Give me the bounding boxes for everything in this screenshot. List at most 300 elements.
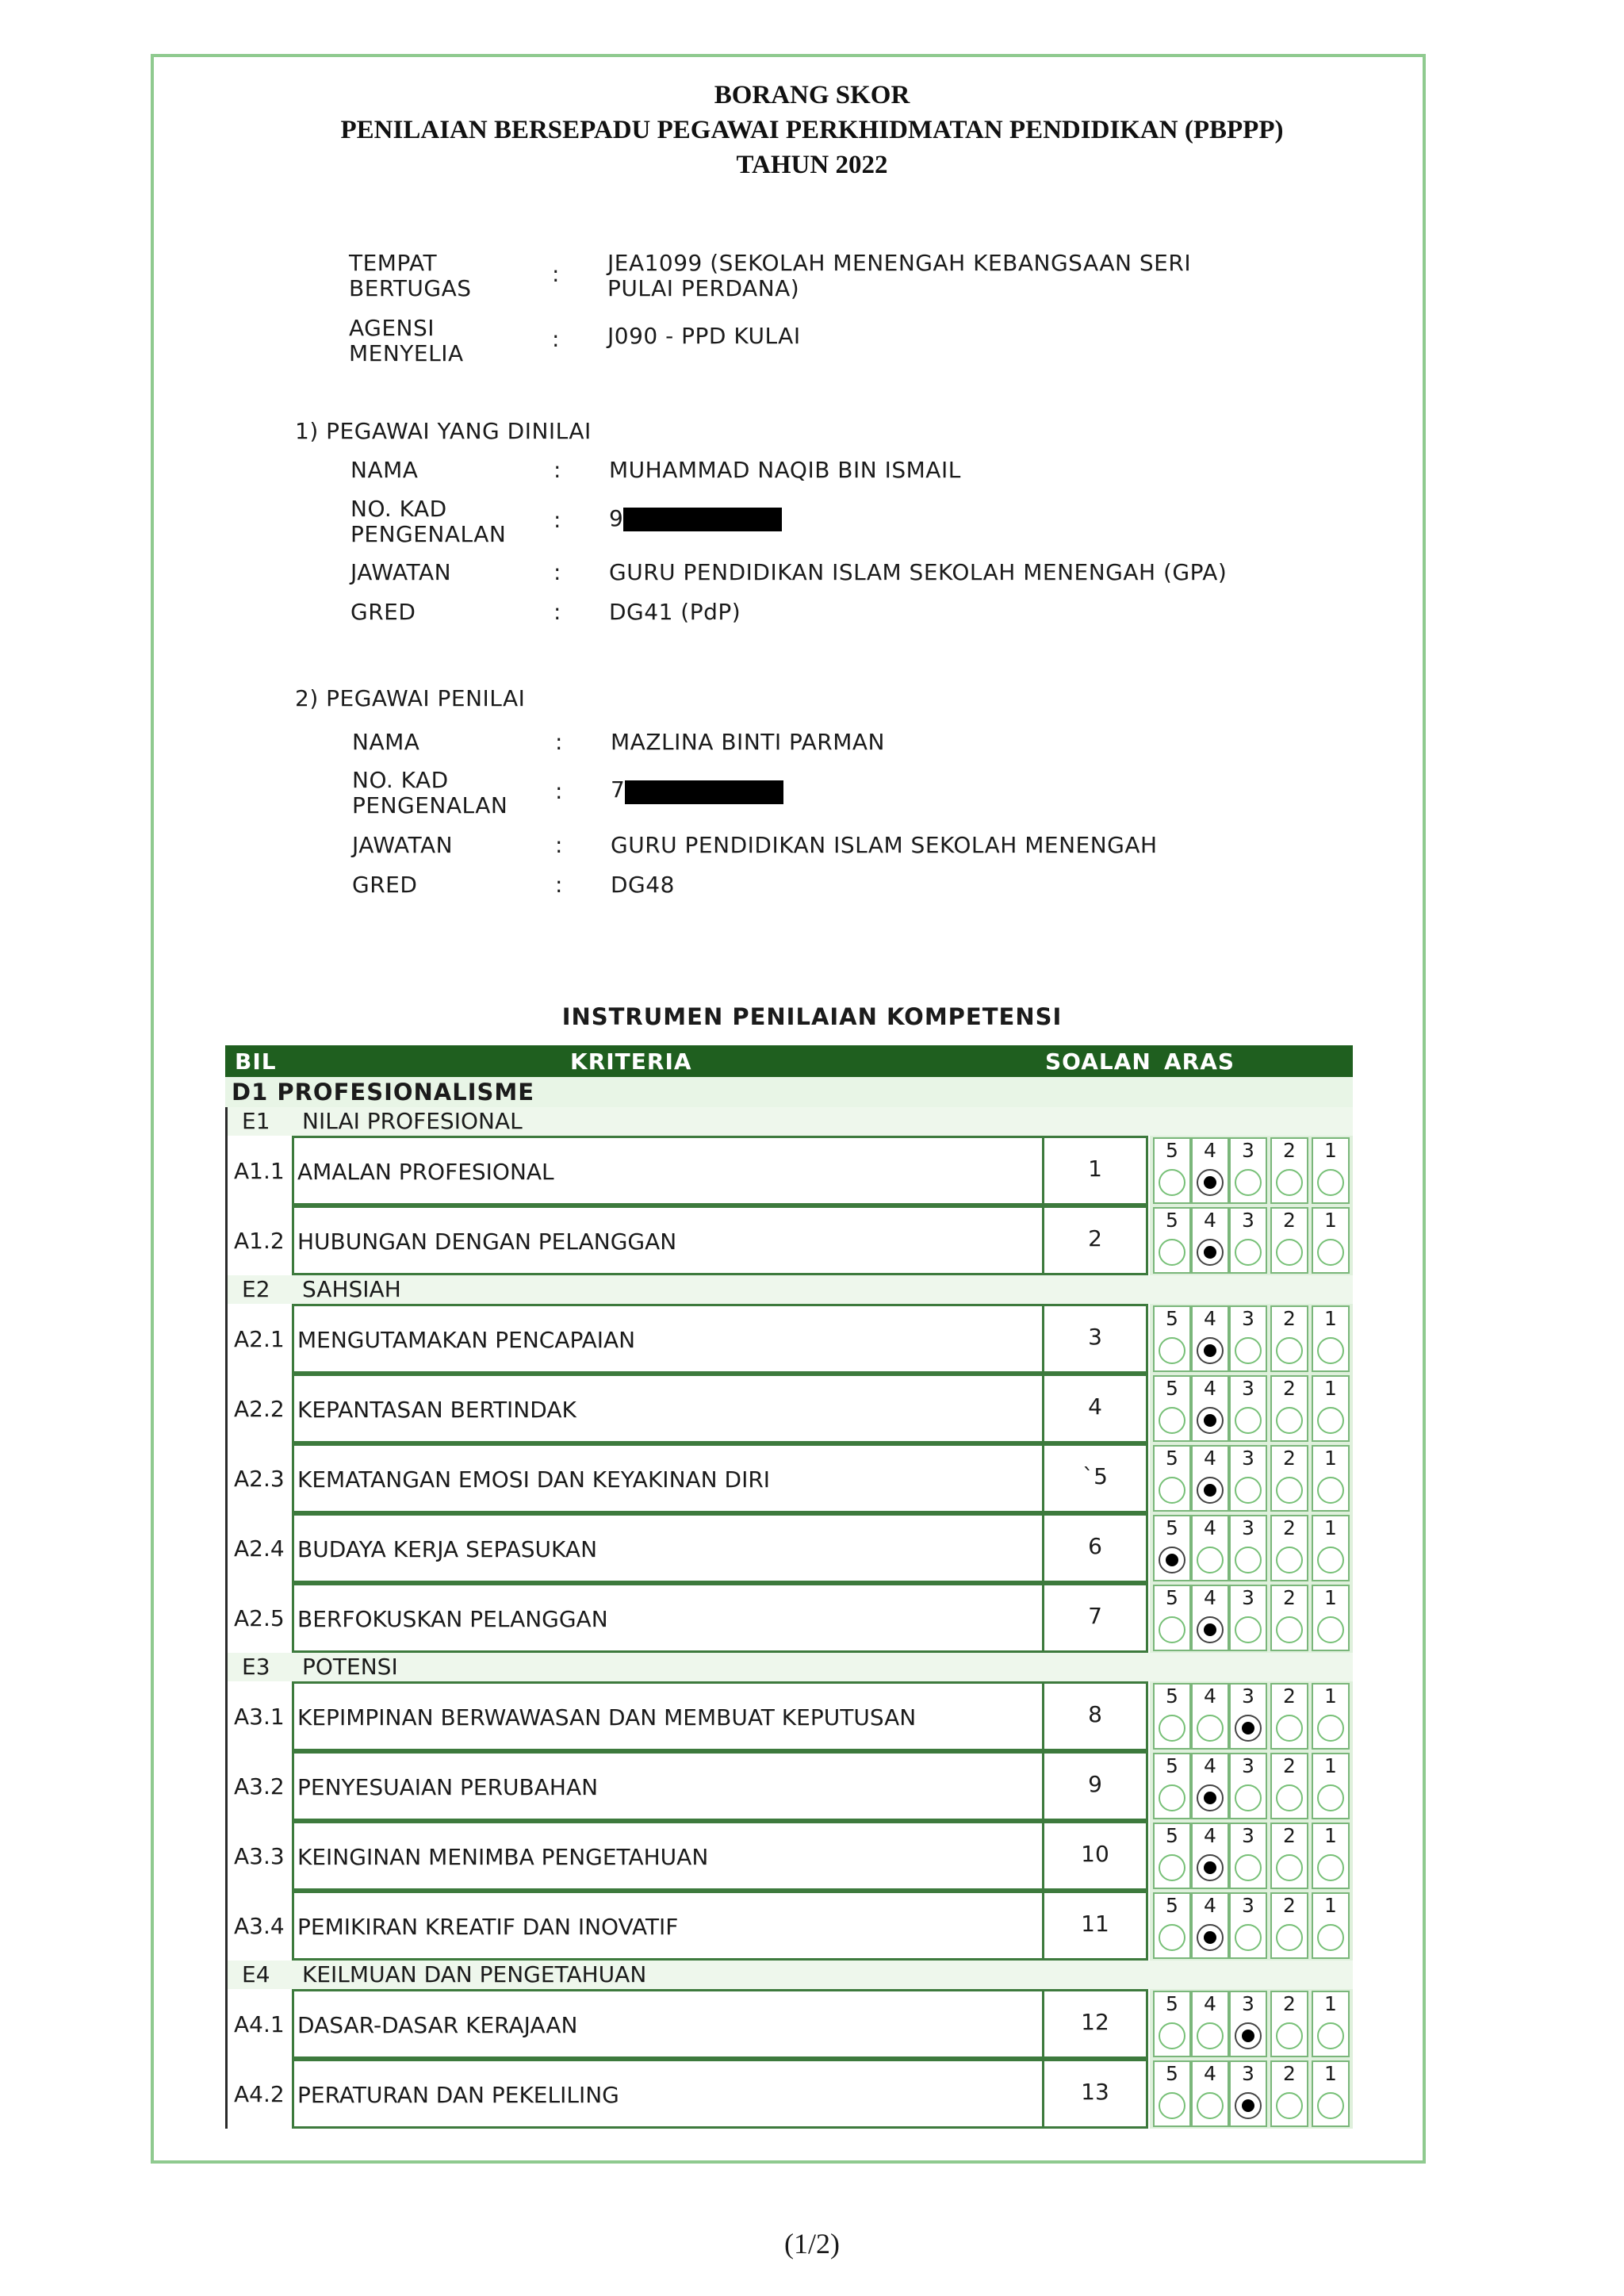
rating-option[interactable] [1229, 1137, 1267, 1204]
rating-option[interactable] [1312, 1683, 1350, 1750]
bil-text: A3.1 [234, 1704, 285, 1730]
soalan-text: 7 [1088, 1603, 1102, 1629]
rating-option[interactable] [1191, 2060, 1229, 2127]
cell-soalan [1042, 2059, 1148, 2129]
criteria-row [225, 1443, 1353, 1513]
rating-option[interactable] [1270, 1753, 1308, 1819]
soalan-text: 11 [1081, 1911, 1109, 1937]
bil-text: A1.1 [234, 1158, 285, 1184]
soalan-text: 1 [1088, 1156, 1102, 1182]
cell-aras [1150, 1443, 1353, 1513]
radio-empty-icon[interactable] [1317, 2022, 1344, 2049]
cell-kriteria [292, 1681, 1042, 1751]
group-row [225, 1107, 1353, 1136]
rating-option[interactable] [1312, 1207, 1350, 1274]
rating-number: 2 [1283, 1894, 1296, 1917]
cell-aras [1150, 1681, 1353, 1751]
cell-bil [225, 1136, 292, 1205]
rating-number: 2 [1283, 1992, 1296, 2015]
cell-soalan [1042, 1751, 1148, 1821]
rating-option[interactable] [1153, 1585, 1191, 1651]
rating-option[interactable] [1153, 2060, 1191, 2127]
rating-number: 5 [1166, 1139, 1178, 1162]
radio-empty-icon[interactable] [1159, 2092, 1185, 2119]
rating-number: 4 [1204, 1139, 1216, 1162]
radio-empty-icon[interactable] [1235, 1169, 1262, 1196]
group-name: KEILMUAN DAN PENGETAHUAN [302, 1961, 647, 1987]
kriteria-text: DASAR-DASAR KERAJAAN [297, 2012, 578, 2038]
cell-bil [225, 1751, 292, 1821]
rating-option[interactable] [1270, 1892, 1308, 1959]
cell-bil [225, 2059, 292, 2129]
rating-option[interactable] [1191, 1991, 1229, 2057]
colon: : [555, 729, 563, 755]
rating-number: 1 [1324, 1754, 1337, 1777]
radio-selected-icon[interactable] [1197, 1239, 1224, 1266]
radio-empty-icon[interactable] [1276, 2022, 1303, 2049]
radio-empty-icon[interactable] [1317, 1477, 1344, 1504]
rating-option[interactable] [1229, 1515, 1267, 1581]
domain-row [225, 1077, 1353, 1107]
kriteria-text: PERATURAN DAN PEKELILING [297, 2082, 619, 2108]
kriteria-text: PENYESUAIAN PERUBAHAN [297, 1774, 599, 1800]
radio-empty-icon[interactable] [1317, 1924, 1344, 1951]
soalan-text: 13 [1081, 2079, 1109, 2105]
radio-empty-icon[interactable] [1276, 1924, 1303, 1951]
radio-empty-icon[interactable] [1159, 1616, 1185, 1643]
radio-empty-icon[interactable] [1317, 1337, 1344, 1364]
bil-text: A3.3 [234, 1843, 285, 1869]
rating-option[interactable] [1191, 1753, 1229, 1819]
kriteria-text: AMALAN PROFESIONAL [297, 1159, 554, 1185]
table-header [225, 1045, 1353, 1077]
radio-empty-icon[interactable] [1197, 2092, 1224, 2119]
gred-label: GRED [350, 599, 416, 625]
cell-aras [1150, 1136, 1353, 1205]
bil-text: A3.4 [234, 1913, 285, 1939]
rating-option[interactable] [1270, 1375, 1308, 1442]
radio-selected-icon[interactable] [1197, 1337, 1224, 1364]
kriteria-text: KEINGINAN MENIMBA PENGETAHUAN [297, 1844, 709, 1870]
rating-option[interactable] [1153, 1305, 1191, 1372]
radio-empty-icon[interactable] [1197, 1715, 1224, 1742]
cell-soalan [1042, 1513, 1148, 1583]
rating-option[interactable] [1191, 1375, 1229, 1442]
radio-empty-icon[interactable] [1235, 1784, 1262, 1811]
rating-option[interactable] [1229, 1375, 1267, 1442]
nama-label: NAMA [350, 457, 419, 483]
section-pegawai-dinilai: 1) PEGAWAI YANG DINILAI [295, 418, 592, 444]
kriteria-text: MENGUTAMAKAN PENCAPAIAN [297, 1327, 636, 1353]
section-pegawai-penilai: 2) PEGAWAI PENILAI [295, 685, 526, 711]
radio-empty-icon[interactable] [1159, 1924, 1185, 1951]
criteria-row [225, 1891, 1353, 1961]
kad-value: 7 [611, 776, 626, 803]
cell-soalan [1042, 1136, 1148, 1205]
rating-number: 3 [1242, 1447, 1254, 1470]
gred-label: GRED [352, 872, 418, 898]
radio-empty-icon[interactable] [1317, 1854, 1344, 1881]
radio-selected-icon[interactable] [1197, 1477, 1224, 1504]
cell-aras [1150, 1583, 1353, 1653]
rating-option[interactable] [1270, 2060, 1308, 2127]
radio-empty-icon[interactable] [1159, 1854, 1185, 1881]
rating-option[interactable] [1312, 1753, 1350, 1819]
rating-number: 3 [1242, 1209, 1254, 1232]
rating-number: 3 [1242, 1586, 1254, 1609]
radio-empty-icon[interactable] [1276, 1407, 1303, 1434]
rating-number: 5 [1166, 1754, 1178, 1777]
cell-soalan [1042, 1205, 1148, 1275]
bil-text: A2.2 [234, 1396, 285, 1422]
rating-number: 3 [1242, 1307, 1254, 1330]
colon: : [555, 778, 563, 804]
radio-empty-icon[interactable] [1159, 2022, 1185, 2049]
cell-aras [1150, 2059, 1353, 2129]
cell-bil [225, 1304, 292, 1374]
rating-option[interactable] [1229, 2060, 1267, 2127]
criteria-row [225, 1513, 1353, 1583]
rating-option[interactable] [1270, 1137, 1308, 1204]
radio-empty-icon[interactable] [1317, 1715, 1344, 1742]
agensi-label: AGENSI MENYELIA [349, 315, 464, 366]
rating-number: 1 [1324, 1377, 1337, 1400]
radio-empty-icon[interactable] [1235, 1239, 1262, 1266]
rating-number: 2 [1283, 1307, 1296, 1330]
rating-option[interactable] [1191, 1445, 1229, 1512]
radio-empty-icon[interactable] [1235, 1337, 1262, 1364]
criteria-row [225, 1583, 1353, 1653]
rating-number: 2 [1283, 1377, 1296, 1400]
rating-option[interactable] [1153, 1753, 1191, 1819]
cell-kriteria [292, 1374, 1042, 1443]
rating-option[interactable] [1270, 1515, 1308, 1581]
rating-number: 2 [1283, 1447, 1296, 1470]
radio-empty-icon[interactable] [1276, 1715, 1303, 1742]
rating-option[interactable] [1312, 1305, 1350, 1372]
radio-empty-icon[interactable] [1235, 1924, 1262, 1951]
cell-soalan [1042, 1681, 1148, 1751]
bil-text: A2.5 [234, 1605, 285, 1631]
rating-option[interactable] [1191, 1305, 1229, 1372]
cell-bil [225, 1583, 292, 1653]
criteria-row [225, 1374, 1353, 1443]
rating-option[interactable] [1229, 1207, 1267, 1274]
radio-empty-icon[interactable] [1317, 1784, 1344, 1811]
rating-number: 1 [1324, 1685, 1337, 1708]
rating-option[interactable] [1191, 1892, 1229, 1959]
rating-option[interactable] [1153, 1515, 1191, 1581]
group-name: POTENSI [302, 1654, 398, 1680]
rating-option[interactable] [1229, 1585, 1267, 1651]
rating-option[interactable] [1229, 1305, 1267, 1372]
rating-number: 5 [1166, 1516, 1178, 1539]
rating-option[interactable] [1270, 1823, 1308, 1889]
rating-number: 3 [1242, 1824, 1254, 1847]
kad-label: NO. KAD PENGENALAN [352, 767, 508, 818]
radio-empty-icon[interactable] [1276, 1239, 1303, 1266]
rating-option[interactable] [1153, 1207, 1191, 1274]
rating-number: 4 [1204, 1586, 1216, 1609]
rating-number: 4 [1204, 1307, 1216, 1330]
rating-option[interactable] [1270, 1585, 1308, 1651]
rating-number: 2 [1283, 1586, 1296, 1609]
radio-empty-icon[interactable] [1235, 1407, 1262, 1434]
cell-kriteria [292, 1583, 1042, 1653]
radio-empty-icon[interactable] [1159, 1337, 1185, 1364]
cell-soalan [1042, 1443, 1148, 1513]
rating-option[interactable] [1312, 1515, 1350, 1581]
rating-option[interactable] [1153, 1823, 1191, 1889]
rating-number: 5 [1166, 1824, 1178, 1847]
rating-number: 4 [1204, 2062, 1216, 2085]
rating-option[interactable] [1270, 1683, 1308, 1750]
radio-empty-icon[interactable] [1317, 2092, 1344, 2119]
radio-selected-icon[interactable] [1197, 1616, 1224, 1643]
cell-aras [1150, 1205, 1353, 1275]
cell-kriteria [292, 1989, 1042, 2059]
rating-option[interactable] [1270, 1207, 1308, 1274]
cell-kriteria [292, 1513, 1042, 1583]
rating-option[interactable] [1312, 1375, 1350, 1442]
bil-text: A2.4 [234, 1535, 285, 1562]
rating-number: 1 [1324, 1894, 1337, 1917]
rating-number: 5 [1166, 1992, 1178, 2015]
rating-number: 5 [1166, 1447, 1178, 1470]
rating-option[interactable] [1312, 1823, 1350, 1889]
nama-value: MAZLINA BINTI PARMAN [611, 729, 885, 755]
kad-value: 9 [609, 505, 624, 531]
nama-value: MUHAMMAD NAQIB BIN ISMAIL [609, 457, 961, 483]
cell-kriteria [292, 1304, 1042, 1374]
rating-number: 4 [1204, 1894, 1216, 1917]
group-code: E1 [242, 1108, 270, 1134]
radio-empty-icon[interactable] [1235, 1547, 1262, 1573]
cell-bil [225, 1891, 292, 1961]
rating-option[interactable] [1229, 1823, 1267, 1889]
rating-number: 4 [1204, 1516, 1216, 1539]
instrument-title: INSTRUMEN PENILAIAN KOMPETENSI [561, 1003, 1063, 1030]
cell-soalan [1042, 1583, 1148, 1653]
radio-selected-icon[interactable] [1197, 1784, 1224, 1811]
colon: : [553, 457, 561, 483]
rating-number: 4 [1204, 1992, 1216, 2015]
rating-option[interactable] [1229, 1892, 1267, 1959]
radio-selected-icon[interactable] [1235, 1715, 1262, 1742]
radio-selected-icon[interactable] [1235, 2022, 1262, 2049]
soalan-text: 12 [1081, 2009, 1109, 2035]
cell-bil [225, 1205, 292, 1275]
rating-option[interactable] [1153, 1683, 1191, 1750]
rating-option[interactable] [1153, 1445, 1191, 1512]
cell-aras [1150, 1374, 1353, 1443]
rating-number: 5 [1166, 1307, 1178, 1330]
group-row [225, 1275, 1353, 1304]
radio-empty-icon[interactable] [1197, 1547, 1224, 1573]
group-name: NILAI PROFESIONAL [302, 1108, 523, 1134]
rating-option[interactable] [1270, 1305, 1308, 1372]
radio-empty-icon[interactable] [1159, 1784, 1185, 1811]
colon: : [555, 832, 563, 858]
radio-empty-icon[interactable] [1276, 1547, 1303, 1573]
rating-option[interactable] [1153, 1991, 1191, 2057]
radio-selected-icon[interactable] [1197, 1854, 1224, 1881]
radio-empty-icon[interactable] [1317, 1407, 1344, 1434]
kriteria-text: KEPIMPINAN BERWAWASAN DAN MEMBUAT KEPUTUSAN [297, 1704, 917, 1731]
rating-number: 2 [1283, 1824, 1296, 1847]
group-name: SAHSIAH [302, 1276, 401, 1302]
rating-number: 3 [1242, 1894, 1254, 1917]
rating-option[interactable] [1312, 2060, 1350, 2127]
cell-soalan [1042, 1821, 1148, 1891]
rating-number: 3 [1242, 1754, 1254, 1777]
rating-option[interactable] [1191, 1207, 1229, 1274]
header-kriteria: KRITERIA [570, 1048, 692, 1075]
rating-option[interactable] [1229, 1683, 1267, 1750]
radio-empty-icon[interactable] [1276, 2092, 1303, 2119]
rating-option[interactable] [1191, 1683, 1229, 1750]
soalan-text: 2 [1088, 1225, 1102, 1251]
group-code: E3 [242, 1654, 270, 1680]
jawatan-value: GURU PENDIDIKAN ISLAM SEKOLAH MENENGAH [611, 832, 1158, 858]
rating-option[interactable] [1153, 1137, 1191, 1204]
radio-empty-icon[interactable] [1317, 1547, 1344, 1573]
soalan-text: 8 [1088, 1701, 1102, 1727]
rating-number: 2 [1283, 1209, 1296, 1232]
radio-selected-icon[interactable] [1197, 1407, 1224, 1434]
radio-empty-icon[interactable] [1276, 1616, 1303, 1643]
radio-empty-icon[interactable] [1276, 1337, 1303, 1364]
cell-bil [225, 1513, 292, 1583]
kriteria-text: HUBUNGAN DENGAN PELANGGAN [297, 1228, 677, 1255]
cell-kriteria [292, 1751, 1042, 1821]
colon: : [555, 872, 563, 898]
rating-number: 5 [1166, 1685, 1178, 1708]
kriteria-text: PEMIKIRAN KREATIF DAN INOVATIF [297, 1914, 679, 1940]
rating-number: 1 [1324, 1992, 1337, 2015]
rating-number: 5 [1166, 1894, 1178, 1917]
radio-empty-icon[interactable] [1276, 1477, 1303, 1504]
rating-number: 5 [1166, 1209, 1178, 1232]
radio-empty-icon[interactable] [1317, 1169, 1344, 1196]
rating-option[interactable] [1312, 1445, 1350, 1512]
cell-kriteria [292, 1205, 1042, 1275]
cell-aras [1150, 1821, 1353, 1891]
rating-option[interactable] [1229, 1753, 1267, 1819]
cell-soalan [1042, 1304, 1148, 1374]
radio-selected-icon[interactable] [1235, 2092, 1262, 2119]
radio-empty-icon[interactable] [1276, 1784, 1303, 1811]
radio-empty-icon[interactable] [1159, 1239, 1185, 1266]
radio-empty-icon[interactable] [1159, 1715, 1185, 1742]
kriteria-text: KEMATANGAN EMOSI DAN KEYAKINAN DIRI [297, 1466, 771, 1493]
rating-option[interactable] [1191, 1137, 1229, 1204]
cell-soalan [1042, 1374, 1148, 1443]
rating-number: 2 [1283, 1139, 1296, 1162]
criteria-row [225, 2059, 1353, 2129]
header-soalan: SOALAN [1045, 1048, 1151, 1075]
cell-aras [1150, 1891, 1353, 1961]
rating-option[interactable] [1229, 1991, 1267, 2057]
soalan-text: `5 [1082, 1463, 1108, 1489]
rating-option[interactable] [1312, 1892, 1350, 1959]
criteria-row [225, 1136, 1353, 1205]
agensi-value: J090 - PPD KULAI [607, 323, 801, 349]
criteria-row [225, 1681, 1353, 1751]
criteria-row [225, 1821, 1353, 1891]
criteria-row [225, 1205, 1353, 1275]
radio-empty-icon[interactable] [1159, 1407, 1185, 1434]
radio-empty-icon[interactable] [1159, 1477, 1185, 1504]
rating-option[interactable] [1191, 1515, 1229, 1581]
rating-number: 4 [1204, 1685, 1216, 1708]
rating-number: 4 [1204, 1377, 1216, 1400]
rating-option[interactable] [1153, 1892, 1191, 1959]
rating-number: 3 [1242, 1516, 1254, 1539]
radio-selected-icon[interactable] [1197, 1924, 1224, 1951]
colon: : [552, 261, 560, 287]
soalan-text: 4 [1088, 1393, 1102, 1420]
redaction-bar [623, 508, 782, 531]
radio-selected-icon[interactable] [1197, 1169, 1224, 1196]
cell-aras [1150, 1304, 1353, 1374]
rating-option[interactable] [1312, 1991, 1350, 2057]
rating-number: 3 [1242, 1685, 1254, 1708]
cell-kriteria [292, 1821, 1042, 1891]
group-code: E4 [242, 1961, 270, 1987]
page-number: (1/2) [784, 2228, 840, 2260]
cell-kriteria [292, 2059, 1042, 2129]
rating-option[interactable] [1153, 1375, 1191, 1442]
rating-option[interactable] [1270, 1445, 1308, 1512]
gred-value: DG41 (PdP) [609, 599, 741, 625]
cell-kriteria [292, 1443, 1042, 1513]
colon: : [553, 507, 561, 533]
cell-bil [225, 1681, 292, 1751]
radio-empty-icon[interactable] [1235, 1616, 1262, 1643]
rating-number: 1 [1324, 1824, 1337, 1847]
radio-empty-icon[interactable] [1317, 1616, 1344, 1643]
radio-empty-icon[interactable] [1159, 1169, 1185, 1196]
soalan-text: 3 [1088, 1324, 1102, 1350]
rating-option[interactable] [1312, 1137, 1350, 1204]
radio-empty-icon[interactable] [1317, 1239, 1344, 1266]
header-bil: BIL [235, 1048, 277, 1075]
group-code: E2 [242, 1276, 270, 1302]
radio-empty-icon[interactable] [1235, 1477, 1262, 1504]
rating-option[interactable] [1312, 1585, 1350, 1651]
rating-number: 1 [1324, 1447, 1337, 1470]
rating-number: 3 [1242, 2062, 1254, 2085]
rating-number: 4 [1204, 1824, 1216, 1847]
rating-option[interactable] [1191, 1823, 1229, 1889]
header-aras: ARAS [1164, 1048, 1235, 1075]
radio-empty-icon[interactable] [1276, 1854, 1303, 1881]
rating-option[interactable] [1191, 1585, 1229, 1651]
radio-empty-icon[interactable] [1197, 2022, 1224, 2049]
tempat-value: JEA1099 (SEKOLAH MENENGAH KEBANGSAAN SERI PULAI PERDANA) [607, 250, 1192, 301]
radio-empty-icon[interactable] [1235, 1854, 1262, 1881]
rating-option[interactable] [1229, 1445, 1267, 1512]
kriteria-text: BUDAYA KERJA SEPASUKAN [297, 1536, 598, 1562]
cell-aras [1150, 1513, 1353, 1583]
cell-bil [225, 1443, 292, 1513]
rating-number: 2 [1283, 1754, 1296, 1777]
rating-number: 2 [1283, 1685, 1296, 1708]
rating-option[interactable] [1270, 1991, 1308, 2057]
radio-empty-icon[interactable] [1276, 1169, 1303, 1196]
radio-selected-icon[interactable] [1159, 1547, 1185, 1573]
